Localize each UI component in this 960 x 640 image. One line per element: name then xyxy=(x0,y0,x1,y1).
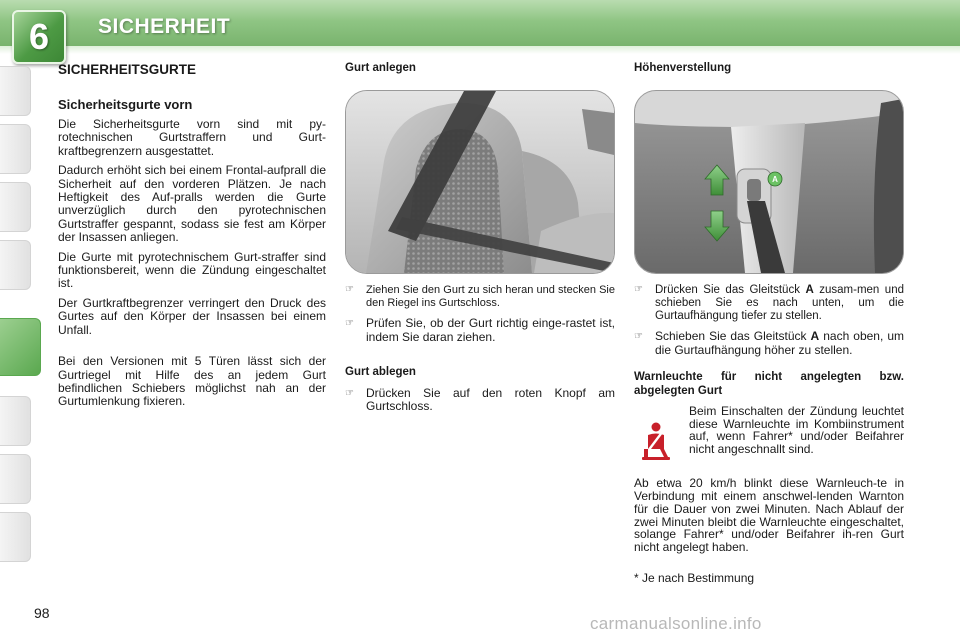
chapter-tab[interactable] xyxy=(0,512,31,562)
chapter-tab[interactable] xyxy=(0,182,31,232)
chapter-number: 6 xyxy=(28,16,50,57)
section-heading: Höhenverstellung xyxy=(634,62,732,74)
chapter-tab-rail xyxy=(0,66,34,576)
warning-text: Beim Einschalten der Zündung leuchtet diese Warnleuchte im Kombiinstrument auf, wenn Fahrer* und/oder Beifahrer nicht angeschnallt sind. xyxy=(689,404,904,456)
chapter-tab[interactable] xyxy=(0,124,31,174)
paragraph: Der Gurtkraftbegrenzer verringert den Druck des Gurtes auf den Körper der Insassen bei einem Unfall. xyxy=(58,295,326,337)
pointing-hand-icon: ☞ xyxy=(345,388,354,399)
watermark: carmanualsonline.info xyxy=(590,614,762,633)
middle-column-lower xyxy=(345,284,615,420)
footnote: * Je nach Bestimmung xyxy=(634,570,755,585)
chapter-tab[interactable] xyxy=(0,66,31,116)
header-shade xyxy=(0,46,960,54)
pointing-hand-icon: ☞ xyxy=(634,331,643,343)
chapter-tab[interactable] xyxy=(0,396,31,446)
warning-heading: Warnleuchte für nicht angelegten bzw. abgelegten Gurt xyxy=(634,371,904,397)
paragraph: Bei den Versionen mit 5 Türen lässt sich der Gurtriegel mit Hilfe des an jedem Gurt befindlichen Schiebers möglichst nah an der Gurtumlenkung fixieren. xyxy=(58,354,326,409)
instruction-bullet: ☞ Prüfen Sie, ob der Gurt richtig einge-rastet ist, indem Sie daran ziehen. xyxy=(345,316,615,344)
paragraph: Die Sicherheitsgurte vorn sind mit py-rotechnischen Gurtstraffern und Gurt-kraftbegrenzern ausgestattet. xyxy=(58,117,326,158)
section-heading: SICHERHEITSGURTE xyxy=(58,62,197,77)
height-adjust-photo xyxy=(634,90,904,274)
instruction-bullet: ☞ Schieben Sie das Gleitstück A nach oben, um die Gurtaufhängung höher zu stellen. xyxy=(634,329,905,357)
page-number: 98 xyxy=(34,605,50,621)
paragraph: Die Gurte mit pyrotechnischem Gurt-straffer sind funktionsbereit, wenn die Zündung eingeschaltet ist. xyxy=(58,249,326,291)
callout-label-a: A xyxy=(772,175,778,184)
seat-belt-photo xyxy=(345,90,615,274)
instruction-bullet: ☞ Drücken Sie auf den roten Knopf am Gurtschloss. xyxy=(345,386,615,414)
pointing-hand-icon: ☞ xyxy=(634,284,643,295)
subsection-heading: Sicherheitsgurte vorn xyxy=(58,97,193,112)
warning-block xyxy=(634,405,904,473)
chapter-tab[interactable] xyxy=(0,240,31,290)
pointing-hand-icon: ☞ xyxy=(345,284,354,295)
chapter-tab[interactable] xyxy=(0,454,31,504)
seatbelt-warning-icon xyxy=(634,419,678,463)
right-column xyxy=(634,62,904,74)
middle-column xyxy=(345,62,615,74)
instruction-bullet: ☞ Ziehen Sie den Gurt zu sich heran und stecken Sie den Riegel ins Gurtschloss. xyxy=(345,284,615,309)
pointing-hand-icon: ☞ xyxy=(345,318,354,330)
section-heading: Gurt ablegen xyxy=(345,366,416,378)
chapter-tab-active[interactable] xyxy=(0,318,41,376)
instruction-bullet: ☞ Drücken Sie das Gleitstück A zusam-men und schieben Sie es nach unten, um die Gurtaufhängung tiefer zu stellen. xyxy=(634,284,904,322)
page-title: SICHERHEIT xyxy=(98,15,231,38)
left-column xyxy=(58,62,326,415)
seat-illustration xyxy=(346,91,614,273)
pillar-illustration xyxy=(635,91,903,273)
paragraph: Dadurch erhöht sich bei einem Frontal-aufprall die Sicherheit auf den vorderen Plätzen. Je nach Heftigkeit des Auf-pralls werden die Gurte unverzüglich durch den pyrotechnischen Gurtstraffer gespannt, sodass sie fest am Körper der Insassen anliegen. xyxy=(58,163,326,245)
chapter-number-badge xyxy=(12,10,66,64)
section-heading: Gurt anlegen xyxy=(345,62,416,74)
right-column-lower xyxy=(634,284,904,591)
paragraph: Ab etwa 20 km/h blinkt diese Warnleuch-te in Verbindung mit einem anschwel-lenden Warnton für die Dauer von zwei Minuten. Nach Ablauf der zwei Minuten bleibt die Warnleuchte eingeschaltet, solange Fahrer* und/oder Beifahrer ih-ren Gurt nicht angelegt haben. xyxy=(634,476,904,555)
